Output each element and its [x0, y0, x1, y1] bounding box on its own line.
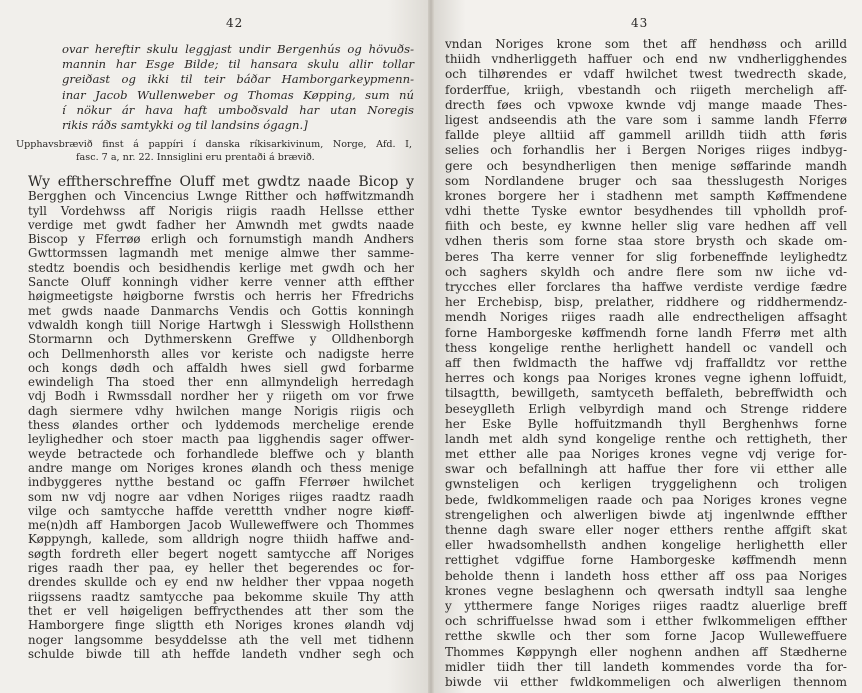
text-line: her Erchebisp, bisp, prelather, riddhere og riddhermendz- [445, 295, 847, 310]
text-line: Thommes Køppyngh eller noghenn andhen aff Stædherne [445, 644, 847, 659]
text-line: vdwaldh kongh tiill Norige Hartwgh i Slesswigh Hollsthenn [28, 317, 414, 332]
text-line: fiith och beste, ey kwnne heller slig vare hedhen aff vell [445, 219, 847, 234]
text-line: Stormarnn och Dythmerskenn Greffwe y Olldhenborgh [28, 332, 414, 347]
text-line: och Dellmenhorsth alles vor keriste och nadigste herre [28, 346, 414, 361]
text-line: forderffue, kriigh, vbestandh och riigeth mercheligh aff- [445, 82, 847, 97]
text-line: och saghers skyldh och andre flere som nw iiche vd- [445, 264, 847, 279]
text-line: forne Hamborgeske køffmendh forne landh Fferrø met alth [445, 325, 847, 340]
text-line: ewindeligh Tha stoed ther enn allmyndeligh herredagh [28, 375, 414, 390]
book-gutter [428, 0, 434, 693]
text-line: krones borgere her i stadhenn met sampth Køffmendene [445, 188, 847, 203]
text-line: gere och besyndherligen then menige søffarinde mandh [445, 158, 847, 173]
text-line: trycches eller forclares tha haffwe verdiste verdige fædre [445, 280, 847, 294]
text-line: verdige met gwdt fadher her Amwndh met gwdts naade [28, 217, 414, 232]
text-line: thet er vell høigeligen beffrycthendes att ther som the [28, 603, 414, 618]
text-line: vdhi thette Tyske ewntor besydhendes till vpholldh prof- [445, 204, 847, 219]
text-line: thiidh vndherliggeth haffuer och end nw vndherligghendes [445, 52, 847, 67]
text-line: riges raadh ther paa, ey heller thet begerendes oc for- [28, 561, 414, 576]
summary-line: í nökur ár hava haft umboðsvald har utan Noregis [62, 102, 414, 117]
text-line: schulde biwde till ath heffde landeth vndher segh och [28, 646, 414, 661]
text-line: Hamborgere finge sligtth eth Noriges krones ølandh vdj [28, 618, 414, 633]
text-line: Sancte Oluff konningh vidher kerre venner atth effther [28, 275, 414, 290]
text-line: weyde betractede och forhandlede bleffwe och y blanth [28, 446, 414, 461]
text-line: retthe skwlle och ther som forne Jacop Wulleweffuere [445, 629, 847, 644]
text-line: noger langsomme besyddelsse ath the vell met tidhenn [28, 632, 414, 647]
text-line: thess kongelige renthe herlighett handell oc vandell och [445, 340, 847, 355]
text-line: och kongs dødh och affaldh hwes siell gwd forbarme [28, 360, 414, 375]
text-line: leylighedher och stoer macth paa ligghendis sager offwer- [28, 432, 414, 447]
text-line: stedtz boendis och besidhendis kerlige met gwdh och her [28, 260, 414, 275]
text-line: andre mange om Noriges krones ølandh och thess menige [28, 460, 414, 475]
page-number-left: 42 [226, 16, 244, 30]
text-line: beholde thenn i landeth hoss etther aff oss paa Noriges [445, 568, 847, 583]
text-line: vilge och samtycche haffde verettth vndher nogre kiøff- [28, 503, 414, 518]
right-page [431, 0, 862, 693]
summary-line: mannin har Esge Bilde; til hansara skulu allir tollar [62, 57, 414, 72]
text-line: eller hwadsomhellsth andhen kongelige herlighetth eller [445, 538, 847, 553]
text-line: swar och befallningh att haffue ther fore vii etther alle [445, 462, 847, 477]
text-line: tyll Vordehwss aff Norigis riigis raadh Hellsse etther [28, 203, 414, 218]
note-line: Upphavsbrævið finst á pappíri í danska ríkisarkivinum, Norge, Afd. I, [16, 139, 412, 150]
right-body-text [445, 37, 847, 690]
text-line: me(n)dh aff Hamborgen Jacob Wulleweffwere och Thommes [28, 518, 414, 533]
page-number-right: 43 [631, 16, 649, 30]
text-line: beseyglleth Erligh velbyrdigh mand och Strenge riddere [445, 401, 847, 416]
text-line: herres och kongs paa Noriges krones vegne ighenn loffuidt, [445, 371, 847, 386]
text-line: riigssens raadtz samtycche paa bekomme skuile Thy atth [28, 589, 414, 604]
text-line: och tilhørendes er vdaff hwilchet twest twedrecth skade, [445, 67, 847, 82]
text-line: Gwttormssen lagmandh met menige almwe ther samme- [28, 246, 414, 261]
text-line: mendh Noriges riiges raadh alle endrectheligen affsaght [445, 310, 847, 325]
text-line: met gwds naade Danmarchs Vendis och Gottis konningh [28, 303, 414, 318]
text-line: vndan Noriges krone som thet aff hendhøss och arilld [445, 37, 847, 51]
italic-summary [62, 42, 414, 133]
text-line: her Eske Bylle hoffuitzmandh thyll Berghenhws forne [445, 416, 847, 431]
text-line: thenne dagh sware eller noger etthers renthe affgift skat [445, 523, 847, 537]
text-line: indbyggeres nytthe bestand oc gaffn Fferrøer hwilchet [28, 475, 414, 490]
text-line: Wy efftherschreffne Oluff met gwdtz naade Bicop y [28, 175, 414, 190]
text-line: bede, fwldkommeligen raade och paa Noriges krones vegne [445, 492, 847, 507]
text-line: drecth føes och vpwoxe kwnde vdj mange maade Thes- [445, 97, 847, 112]
text-line: som Nordlandene bruger och saa thesslugesth Noriges [445, 173, 847, 188]
text-line: vdhen theris som forne staa store brysth och skade om- [445, 234, 847, 249]
text-line: fallde pleye alltiid aff gammell arilldh tiidh atth føris [445, 128, 847, 143]
text-line: aff then fwldmacth the haffwe vdj fraffalldtz vor retthe [445, 355, 847, 370]
summary-line: inar Jacob Wullenweber og Thomas Køpping, sum nú [62, 87, 414, 102]
summary-line: ovar hereftir skulu leggjast undir Bergenhús og hövuðs- [62, 42, 414, 56]
text-line: strengelighen och alwerligen biwde atj ingenlwnde effther [445, 507, 847, 522]
summary-line: greiðast og ikki til teir báðar Hamborgarkeypmenn- [62, 72, 414, 87]
text-line: rettighet vdgiffue forne Hamborgeske køffmendh menn [445, 553, 847, 568]
text-line: thess ølandes orther och lyddemods merchelige erende [28, 418, 414, 433]
text-line: tilsagtth, bewillgeth, samtyceth beffaleth, bebreffwidth och [445, 386, 847, 401]
text-line: drendes skullde och ey end nw heldher ther vppaa nogeth [28, 575, 414, 590]
text-line: høigmeetigste høigborne fwrstis och herris her Ffredrichs [28, 289, 414, 304]
text-line: och schriffuelsse hwad som i etther fwlkommeligen effther [445, 614, 847, 629]
text-line: beres Tha kerre venner for slig forbeneffnde leylighedtz [445, 249, 847, 264]
text-line: biwde vii etther fwldkommeligen och alwerligen thennom [445, 674, 847, 689]
text-line: Bergghen och Vincencius Lwnge Ritther och høffwitzmandh [28, 189, 414, 204]
text-line: met etther alle paa Noriges krones vegne vdj verige for- [445, 447, 847, 462]
text-line: vdj Bodh i Rwmssdall nordher her y riigeth om vor frwe [28, 389, 414, 404]
text-line: som nw vdj nogre aar vdhen Noriges riiges raadtz raadh [28, 489, 414, 504]
summary-line: rikis ráðs samtykki og til landsins ógagn.] [62, 118, 308, 133]
text-line: gwnsteligen och kerligen tryggelighenn och troligen [445, 477, 847, 492]
text-line: landh met aldh synd kongelige renthe och rettigheth, ther [445, 431, 847, 446]
text-line: krones vegne beslaghenn och qwersath indtyll saa lenghe [445, 583, 847, 598]
text-line: dagh siermere vdhy hwilchen mange Norigis riigis och [28, 403, 414, 418]
text-line: søgth fordreth eller begert nogett samtycche aff Noriges [28, 546, 414, 561]
text-line: Biscop y Fferrøø erligh och fornumstigh mandh Andhers [28, 232, 414, 247]
text-line: Køppyngh, kallede, som alldrigh nogre thiidh haffwe and- [28, 532, 414, 547]
text-line: ligest andseendis ath the vare som i samme landh Fferrø [445, 112, 847, 127]
source-note [16, 139, 412, 164]
text-line: y ytthermere fange Noriges riiges raadtz aluerlige breff [445, 598, 847, 613]
text-line: midler tiidh ther till landeth kommendes vorde tha for- [445, 659, 847, 674]
left-body-text [28, 175, 414, 661]
note-line: fasc. 7 a, nr. 22. Innsiglini eru prentaði á brævið. [76, 151, 315, 163]
text-line: selies och forhandlis her i Bergen Noriges riiges indbyg- [445, 143, 847, 158]
